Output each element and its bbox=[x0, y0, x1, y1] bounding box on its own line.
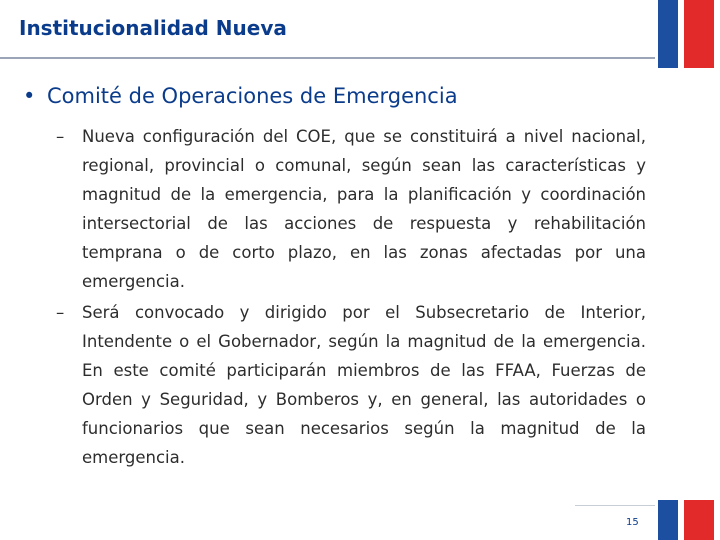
sub-item-convocation bbox=[56, 298, 646, 472]
bullet-text: Comité de Operaciones de Emergencia bbox=[47, 84, 458, 108]
sub-item-text: Nueva configuración del COE, que se constituirá a nivel nacional, regional, provincial o comunal, según sean las características y magnitud de la emergencia, para la planificación y coordinación intersectorial de las acciones de respuesta y rehabilitación temprana o de corto plazo, en las zonas afectadas por una emergencia. bbox=[82, 127, 646, 291]
flag-red-stripe bbox=[684, 0, 714, 68]
sub-item-marker: – bbox=[56, 303, 65, 322]
slide-title: Institucionalidad Nueva bbox=[19, 16, 287, 40]
sub-item-marker: – bbox=[56, 127, 65, 146]
flag-stripes-top bbox=[658, 0, 714, 68]
sub-item-text: Será convocado y dirigido por el Subsecretario de Interior, Intendente o el Gobernador, según la magnitud de la emergencia. En este comité participarán miembros de las FFAA, Fuerzas de Orden y Seguridad, y Bomberos y, en general, las autoridades o funcionarios que sean necesarios según la magnitud de la emergencia. bbox=[82, 303, 646, 467]
flag-stripes-bottom bbox=[658, 500, 714, 540]
flag-blue-stripe bbox=[658, 0, 678, 68]
bullet-marker: • bbox=[23, 84, 36, 108]
footer-divider bbox=[575, 505, 655, 506]
page-number: 15 bbox=[626, 517, 639, 528]
flag-red-stripe bbox=[684, 500, 714, 540]
flag-blue-stripe bbox=[658, 500, 678, 540]
main-bullet bbox=[23, 84, 458, 108]
sub-item-coe-config bbox=[56, 122, 646, 296]
title-divider bbox=[0, 57, 655, 59]
